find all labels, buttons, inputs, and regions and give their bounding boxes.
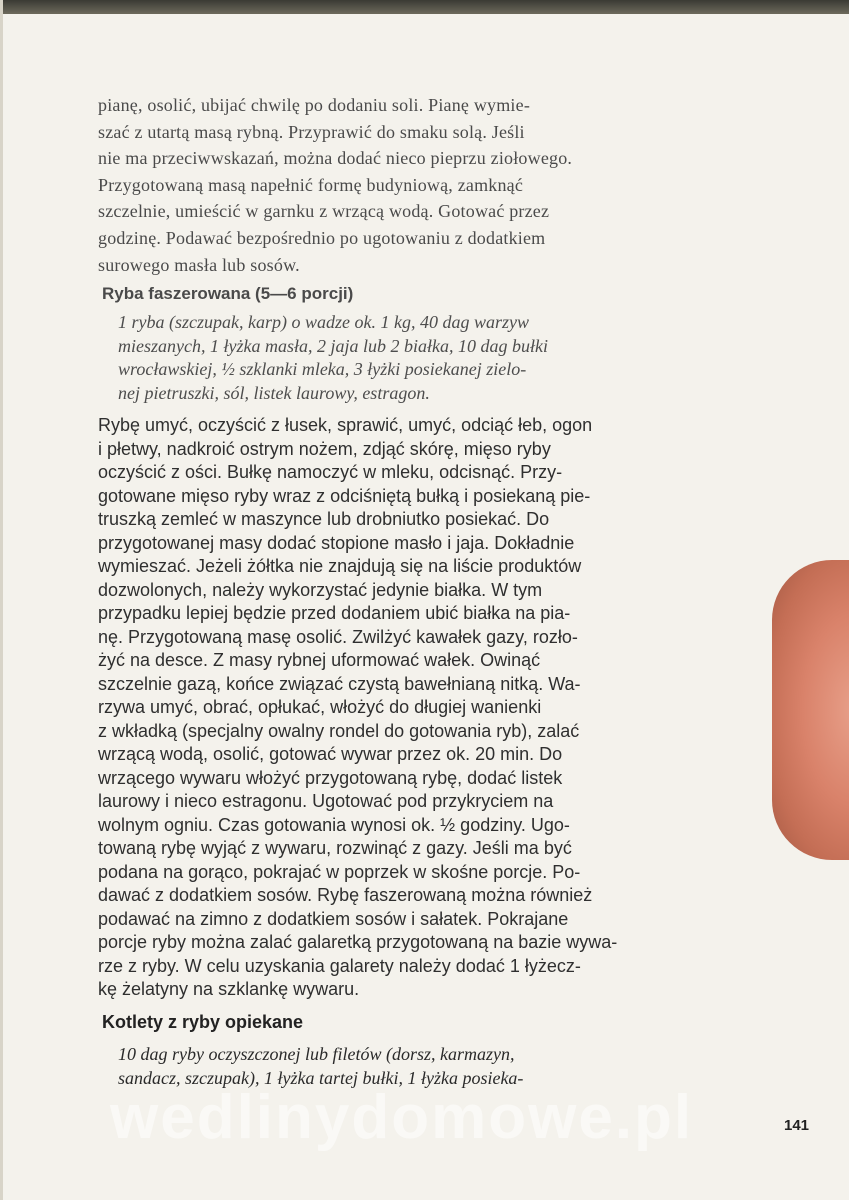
method-line: nę. Przygotowaną masę osolić. Zwilżyć kawałek gazy, rozło- xyxy=(98,626,578,647)
method-line: oczyścić z ości. Bułkę namoczyć w mleku, odcisnąć. Przy- xyxy=(98,462,563,482)
method-line: truszką zemleć w maszynce lub drobniutko posiekać. Do xyxy=(98,509,550,529)
page-number: 141 xyxy=(784,1117,810,1134)
book-page xyxy=(98,0,810,1200)
method-line: gotowane mięso ryby wraz z odciśniętą bułką i posiekaną pie- xyxy=(98,485,591,506)
recipe-title-kotlety-z-ryby: Kotlety z ryby opiekane xyxy=(102,1012,304,1032)
method-line: przygotowanej masy dodać stopione masło i jaja. Dokładnie xyxy=(98,532,575,553)
thumb-holding-page xyxy=(772,560,849,860)
method-line: z wkładką (specjalny owalny rondel do gotowania ryb), zalać xyxy=(98,720,580,741)
method-line: szczelnie gazą, końce związać czystą bawełnianą nitką. Wa- xyxy=(98,673,581,694)
ingredient-line: 10 dag ryby oczyszczonej lub filetów (dorsz, karmazyn, xyxy=(118,1044,515,1064)
method-line: wolnym ogniu. Czas gotowania wynosi ok. ½ godziny. Ugo- xyxy=(98,814,570,835)
ingredient-line: sandacz, szczupak), 1 łyżka tartej bułki, 1 łyżka posieka- xyxy=(118,1068,524,1088)
text-line: pianę, osolić, ubijać chwilę po dodaniu soli. Pianę wymie- xyxy=(98,95,531,115)
text-line: szać z utartą masą rybną. Przyprawić do smaku solą. Jeśli xyxy=(98,121,525,142)
text-line: nie ma przeciwwskazań, można dodać nieco pieprzu ziołowego. xyxy=(98,148,573,169)
ingredient-line: wrocławskiej, ½ szklanki mleka, 3 łyżki posiekanej zielo- xyxy=(118,359,527,379)
recipe1-ingredients xyxy=(118,311,728,405)
method-line: żyć na desce. Z masy rybnej uformować wałek. Owinąć xyxy=(98,650,541,670)
ingredient-line: mieszanych, 1 łyżka masła, 2 jaja lub 2 białka, 10 dag bułki xyxy=(118,335,548,356)
recipe1-method xyxy=(98,414,728,1002)
ingredient-line: nej pietruszki, sól, listek laurowy, estragon. xyxy=(118,382,430,403)
intro-paragraph xyxy=(98,92,728,278)
method-line: laurowy i nieco estragonu. Ugotować pod przykryciem na xyxy=(98,791,554,811)
watermark: wedlinydomowe.pl xyxy=(110,1083,694,1152)
method-line: podawać na zimno z dodatkiem sosów i sałatek. Pokrajane xyxy=(98,908,569,929)
method-line: Rybę umyć, oczyścić z łusek, sprawić, umyć, odciąć łeb, ogon xyxy=(98,415,593,435)
page-left-edge xyxy=(0,0,3,1200)
method-line: dozwolonych, należy wykorzystać jedynie białka. W tym xyxy=(98,579,543,600)
method-line: rze z ryby. W celu uzyskania galarety należy dodać 1 łyżecz- xyxy=(98,955,581,976)
text-line: surowego masła lub sosów. xyxy=(98,254,300,275)
method-line: towaną rybę wyjąć z wywaru, rozwinąć z gazy. Jeśli ma być xyxy=(98,838,572,858)
method-line: podana na gorąco, pokrajać w poprzek w skośne porcje. Po- xyxy=(98,861,581,882)
method-line: wrzącego wywaru włożyć przygotowaną rybę, dodać listek xyxy=(98,767,563,788)
text-line: szczelnie, umieścić w garnku z wrzącą wodą. Gotować przez xyxy=(98,201,550,222)
method-line: rzywa umyć, obrać, opłukać, włożyć do długiej wanienki xyxy=(98,697,542,717)
recipe-title-ryba-faszerowana: Ryba faszerowana (5—6 porcji) xyxy=(102,284,354,303)
text-line: Przygotowaną masą napełnić formę budyniową, zamknąć xyxy=(98,174,524,195)
method-line: porcje ryby można zalać galaretką przygotowaną na bazie wywa- xyxy=(98,932,618,952)
method-line: i płetwy, nadkroić ostrym nożem, zdjąć skórę, mięso ryby xyxy=(98,438,551,459)
ingredient-line: 1 ryba (szczupak, karp) o wadze ok. 1 kg, 40 dag warzyw xyxy=(118,312,529,332)
method-line: wymieszać. Jeżeli żółtka nie znajdują się na liście produktów xyxy=(98,556,582,576)
method-line: kę żelatyny na szklankę wywaru. xyxy=(98,979,360,999)
text-line: godzinę. Podawać bezpośrednio po ugotowaniu z dodatkiem xyxy=(98,227,546,248)
method-line: przypadku lepiej będzie przed dodaniem ubić białka na pia- xyxy=(98,603,571,623)
method-line: wrzącą wodą, osolić, gotować wywar przez ok. 20 min. Do xyxy=(98,744,563,764)
method-line: dawać z dodatkiem sosów. Rybę faszerowaną można również xyxy=(98,885,593,905)
